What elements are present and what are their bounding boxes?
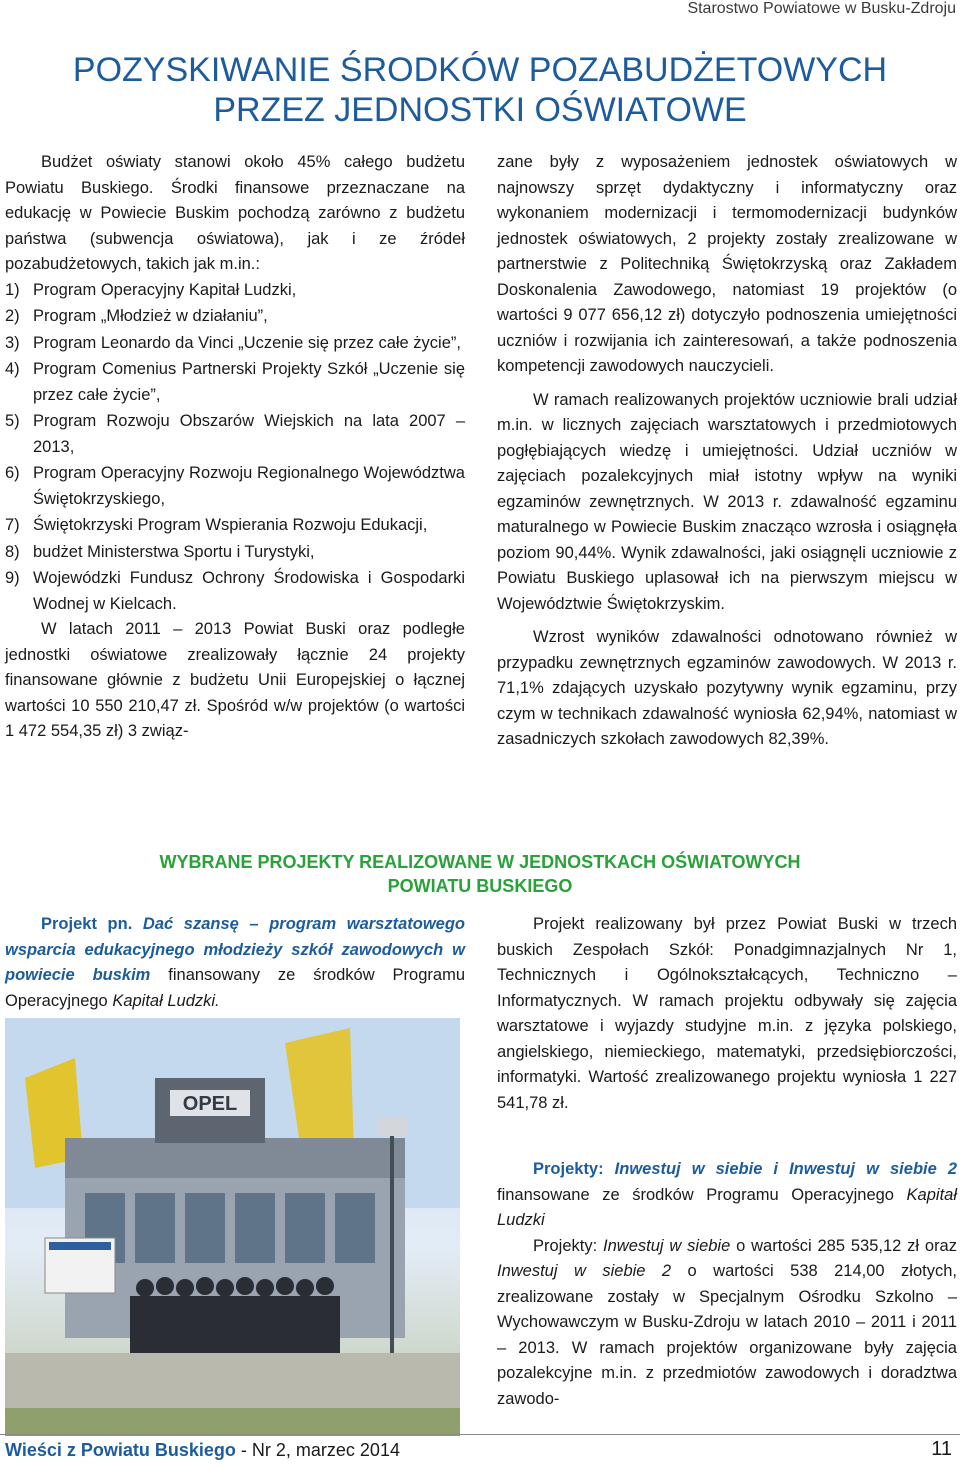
project-2-details-label: Projekty: [533, 1236, 598, 1255]
funding-source-text: budżet Ministerstwa Sportu i Turystyki, [33, 542, 315, 561]
project-1-funding: finansowany ze środków Programu Operacyjnego [5, 966, 465, 1010]
section-heading-line-1: WYBRANE PROJEKTY REALIZOWANE W JEDNOSTKACH OŚWIATOWYCH [159, 852, 801, 872]
project-2-intro [497, 1157, 957, 1234]
funding-source-item [5, 513, 465, 539]
funding-source-text: Świętokrzyski Program Wspierania Rozwoju Edukacji, [33, 516, 428, 534]
project-2-funding: finansowane ze środków Programu Operacyjnego [497, 1185, 894, 1204]
funding-source-item [5, 566, 465, 617]
funding-source-text: Program Operacyjny Kapitał Ludzki, [33, 280, 297, 299]
project-2-program: Kapitał Ludzki [497, 1185, 957, 1229]
project-2-details-mid: o wartości 285 535,12 zł oraz [736, 1236, 957, 1255]
opel-sign-text: OPEL [182, 1093, 238, 1115]
section-heading-line-2: POWIATU BUSKIEGO [387, 876, 573, 896]
project-2-label: Projekty: [533, 1160, 604, 1178]
funding-source-text: Program „Młodzież w działaniu”, [33, 307, 268, 325]
footer-publication [5, 1440, 400, 1461]
funding-source-number: 8) [5, 542, 20, 561]
funding-source-item [5, 540, 465, 566]
funding-source-text: Program Leonardo da Vinci „Uczenie się przez całe życie”, [33, 333, 461, 352]
funding-source-number: 9) [5, 569, 20, 587]
project-2-title: Inwestuj w siebie i Inwestuj w siebie 2 [614, 1160, 958, 1178]
page-number: 11 [931, 1438, 952, 1460]
funding-source-item [5, 331, 465, 357]
funding-source-item [5, 461, 465, 512]
publisher-header: Starostwo Powiatowe w Busku-Zdroju [687, 0, 956, 17]
funding-source-item [5, 304, 465, 330]
funding-source-text: Wojewódzki Fundusz Ochrony Środowiska i Gospodarki Wodnej w Kielcach. [33, 569, 465, 613]
funding-source-text: Program Rozwoju Obszarów Wiejskich na lata 2007 – 2013, [33, 412, 465, 456]
school-group-photo [5, 1018, 460, 1436]
funding-source-text: Program Operacyjny Rozwoju Regionalnego Województwa Świętokrzyskiego, [33, 464, 465, 508]
project-2-details-rest: o wartości 538 214,00 złotych, zrealizowane zostały w Specjalnym Ośrodku Szkolno – Wychowawczym w Busku-Zdroju w latach 2010 – 2011 i 2011 – 2013. W ramach projektów organizowane były zajęcia pozalekcyjne m.in. z przedmiotów zawodowych i doradztwa zawodo- [497, 1262, 957, 1408]
funding-source-item [5, 357, 465, 408]
photo-illustration [5, 1018, 460, 1436]
funding-source-number: 2) [5, 307, 20, 325]
projects-summary-paragraph: W latach 2011 – 2013 Powiat Buski oraz podległe jednostki oświatowe zrealizowały łącznie 24 projekty finansowane głównie z budżetu Unii Europejskiej o łącznej wartości 10 550 210,47 zł. Spośród w/w projektów (o wartości 1 472 554,35 zł) 3 związ- [5, 620, 465, 740]
funding-source-number: 1) [5, 280, 20, 299]
funding-source-number: 4) [5, 360, 20, 378]
project-2 [497, 1157, 957, 1412]
project-2-details [497, 1234, 957, 1413]
project-2-details-name-2: Inwestuj w siebie 2 [497, 1262, 672, 1280]
section-heading [0, 850, 960, 898]
funding-source-item [5, 409, 465, 460]
article-title [0, 50, 960, 130]
project-1-title: Dać szansę – program warsztatowego wsparcia edukacyjnego młodzieży szkół zawodowych w powiecie buskim [5, 915, 466, 984]
title-line-2: PRZEZ JEDNOSTKI OŚWIATOWE [213, 91, 747, 129]
funding-source-number: 3) [5, 333, 20, 352]
magazine-name: Wieści z Powiatu Buskiego [5, 1440, 236, 1460]
project-1-label: Projekt pn. [41, 915, 133, 933]
title-line-1: POZYSKIWANIE ŚRODKÓW POZABUDŻETOWYCH [72, 51, 888, 89]
funding-source-item [5, 278, 465, 304]
funding-source-text: Program Comenius Partnerski Projekty Szkół „Uczenie się przez całe życie”, [33, 360, 465, 404]
funding-source-number: 5) [5, 412, 20, 430]
vocational-exams-paragraph: Wzrost wyników zdawalności odnotowano również w przypadku zewnętrznych egzaminów zawodowych. W 2013 r. 71,1% zdających uzyskało pozytywny wynik egzaminu, przy czym w technikach zdawalność wyniosła 62,94%, natomiast w zasadniczych szkołach zawodowych 82,39%. [497, 628, 957, 748]
funding-sources-list [5, 278, 465, 618]
equipment-paragraph: zane były z wyposażeniem jednostek oświatowych w najnowszy sprzęt dydaktyczny i informatyczny oraz wykonaniem modernizacji i termomodernizacji budynków jednostek oświatowych, 2 projekty zostały zrealizowane w partnerstwie z Politechniką Świętokrzyską oraz Zakładem Doskonalenia Zawodowego, natomiast 19 projektów (o wartości 9 077 656,12 zł) dotyczyło podnoszenia umiejętności uczniów i rozwijania ich zainteresowań, a także podnoszenia kompetencji zawodowych nauczycieli. [497, 153, 957, 375]
project-2-details-name-1: Inwestuj w siebie [603, 1236, 731, 1255]
project-1-description-text: Projekt realizowany był przez Powiat Buski w trzech buskich Zespołach Szkół: Ponadgimnazjalnych Nr 1, Technicznych i Ogólnokształcących, Techniczno – Informatycznych. W ramach projektu odbywały się zajęcia warsztatowe i wyjazdy studyjne m.in. z języka polskiego, angielskiego, niemieckiego, matematyki, przedsiębiorczości, informatyki. Wartość zrealizowanego projektu wyniosła 1 227 541,78 zł. [497, 915, 957, 1112]
footer-divider [0, 1434, 960, 1435]
funding-source-number: 7) [5, 516, 20, 534]
funding-source-number: 6) [5, 464, 20, 482]
intro-paragraph: Budżet oświaty stanowi około 45% całego budżetu Powiatu Buskiego. Środki finansowe przeznaczane na edukację w Powiecie Buskim pochodzą zarówno z budżetu państwa (subwencja oświatowa), jak i ze źródeł pozabudżetowych, takich jak m.in.: [5, 153, 465, 273]
project-1-intro [5, 912, 465, 1014]
right-column [497, 150, 957, 753]
left-column [5, 150, 465, 745]
students-paragraph: W ramach realizowanych projektów uczniowie brali udział m.in. w licznych zajęciach warsztatowych i przedmiotowych pogłębiających wiedzę i umiejętności. Udział uczniów w zajęciach pozalekcyjnych miał istotny wpływ na wyniki egzaminów zewnętrznych. W 2013 r. zdawalność egzaminu maturalnego w Powiecie Buskim znacząco wzrosła i osiągnęła poziom 90,44%. Wynik zdawalności, jaki osiągnęli uczniowie z Powiatu Buskiego uplasował ich na pierwszym miejscu w Województwie Świętokrzyskim. [497, 390, 957, 613]
issue-info: - Nr 2, marzec 2014 [240, 1440, 400, 1460]
project-1-program: Kapitał Ludzki. [112, 991, 220, 1010]
project-1-description [497, 912, 957, 1116]
